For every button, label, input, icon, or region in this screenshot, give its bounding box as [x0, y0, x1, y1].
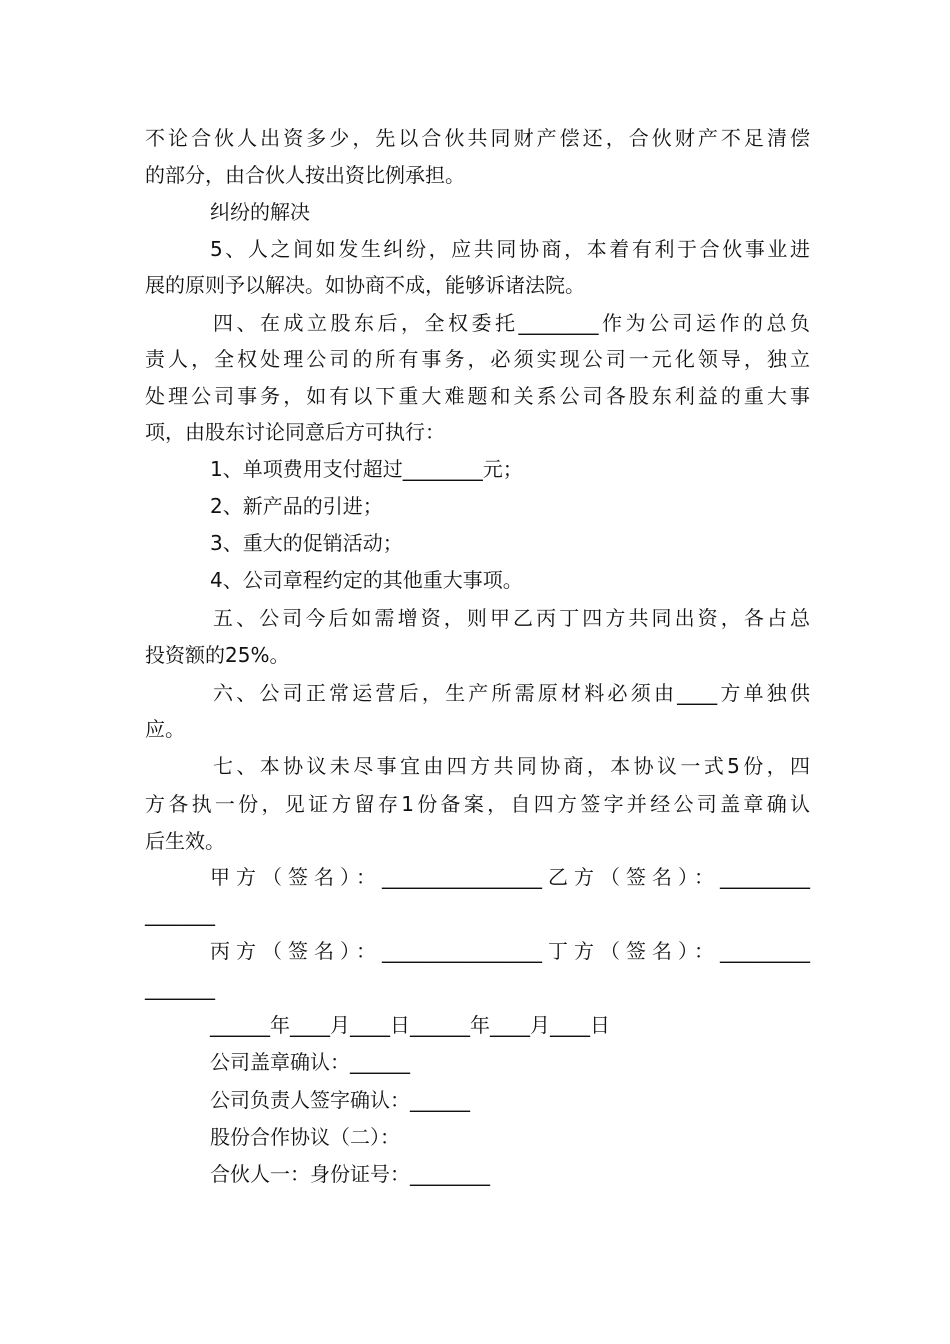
signature-line-c-d: 丙方（签名）：________________丁方（签名）：_________	[210, 939, 810, 963]
agreement-two-title: 股份合作协议（二）：	[210, 1125, 400, 1149]
paragraph-line: 七、本协议未尽事宜由四方共同协商，本协议一式5份，四	[213, 754, 810, 778]
paragraph-line: 处理公司事务，如有以下重大难题和关系公司各股东利益的重大事	[145, 384, 810, 408]
paragraph-line: 六、公司正常运营后，生产所需原材料必须由____方单独供	[213, 681, 810, 705]
list-item: 4、公司章程约定的其他重大事项。	[210, 568, 523, 592]
signature-line-continuation: _______	[145, 976, 215, 1000]
signature-line-a-b: 甲方（签名）：________________乙方（签名）：_________	[210, 865, 810, 889]
section-heading: 纠纷的解决	[210, 200, 310, 224]
company-seal-line: 公司盖章确认：______	[210, 1050, 410, 1074]
responsible-person-line: 公司负责人签字确认：______	[210, 1088, 470, 1112]
paragraph-line: 5、人之间如发生纠纷，应共同协商，本着有利于合伙事业进	[210, 237, 810, 261]
list-item: 3、重大的促销活动；	[210, 531, 403, 555]
list-item: 2、新产品的引进；	[210, 494, 383, 518]
paragraph-line: 后生效。	[145, 829, 225, 853]
paragraph-line: 责人，全权处理公司的所有事务，必须实现公司一元化领导，独立	[145, 347, 810, 371]
paragraph-line: 不论合伙人出资多少，先以合伙共同财产偿还，合伙财产不足清偿	[145, 126, 810, 150]
paragraph-line: 投资额的25%。	[145, 643, 290, 667]
paragraph-line: 展的原则予以解决。如协商不成，能够诉诸法院。	[145, 273, 585, 297]
paragraph-line: 四、在成立股东后，全权委托________作为公司运作的总负	[213, 311, 810, 335]
list-item: 1、单项费用支付超过________元；	[210, 457, 523, 481]
paragraph-line: 的部分，由合伙人按出资比例承担。	[145, 163, 465, 187]
date-line: ______年____月____日______年____月____日	[210, 1013, 610, 1037]
paragraph-line: 应。	[145, 717, 185, 741]
paragraph-line: 项，由股东讨论同意后方可执行：	[145, 420, 445, 444]
partner-one-line: 合伙人一：身份证号：________	[210, 1162, 490, 1186]
paragraph-line: 方各执一份，见证方留存1份备案，自四方签字并经公司盖章确认	[145, 792, 810, 816]
signature-line-continuation: _______	[145, 902, 215, 926]
paragraph-line: 五、公司今后如需增资，则甲乙丙丁四方共同出资，各占总	[213, 606, 810, 630]
